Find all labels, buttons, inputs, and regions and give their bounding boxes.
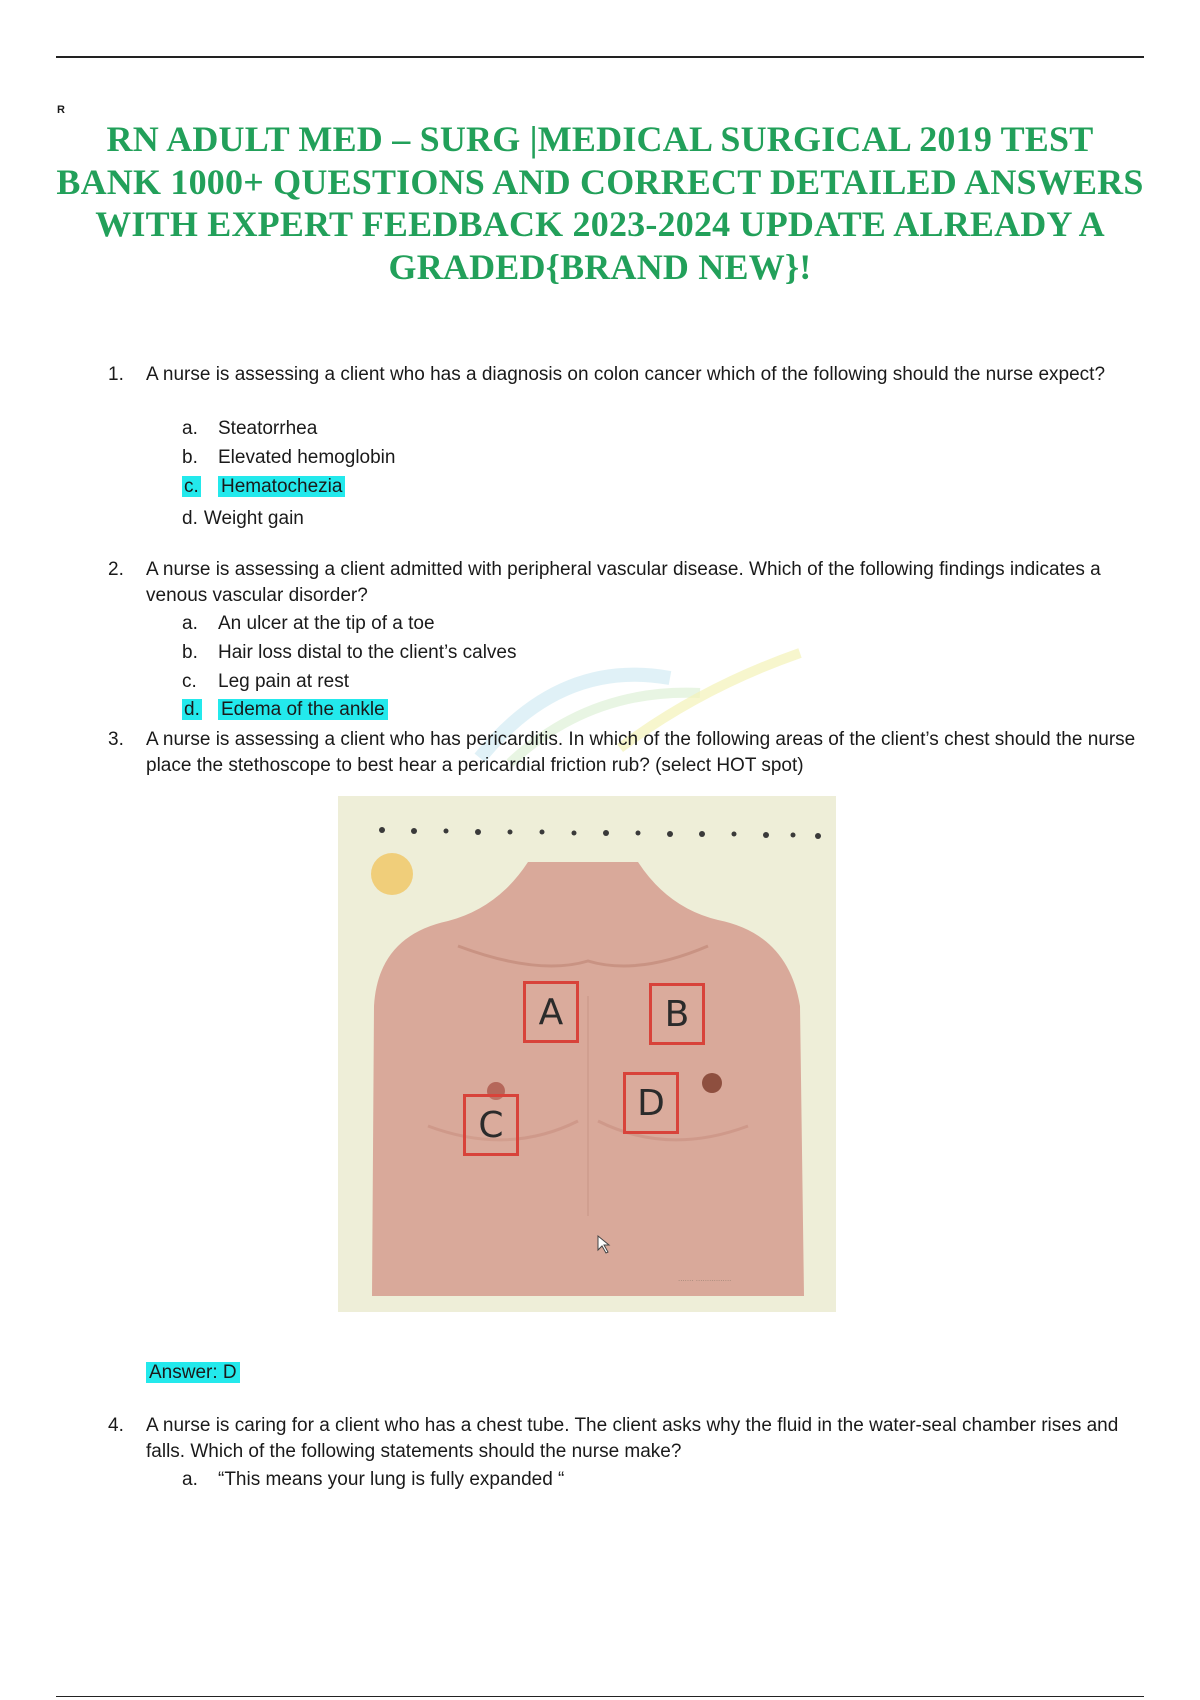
- option-1a[interactable]: [182, 416, 317, 442]
- question-stem: A nurse is assessing a client admitted with peripheral vascular disease. Which of the following findings indicates a venous vascular disorder?: [146, 559, 1101, 606]
- option-1b[interactable]: [182, 445, 395, 471]
- option-letter: d.: [184, 699, 200, 720]
- question-number: 4.: [108, 1415, 124, 1436]
- hotspot-b-button[interactable]: B: [649, 983, 705, 1045]
- question-stem: A nurse is assessing a client who has pericarditis. In which of the following areas of the client’s chest should the nurse place the stethoscope to best hear a pericardial friction rub? (select HOT spot): [146, 729, 1136, 776]
- option-letter: a.: [182, 613, 198, 634]
- option-text-highlighted: Edema of the ankle: [218, 699, 388, 720]
- question-2: [108, 557, 1158, 609]
- hotspot-a-button[interactable]: A: [523, 981, 579, 1043]
- question-1: [108, 362, 1158, 388]
- option-2c[interactable]: [182, 669, 349, 695]
- option-text: Leg pain at rest: [218, 671, 349, 692]
- answer-label: [146, 1360, 240, 1386]
- bottom-rule: [56, 1696, 1144, 1697]
- question-number: 1.: [108, 364, 124, 385]
- option-2a[interactable]: [182, 611, 435, 637]
- option-text: Weight gain: [203, 508, 304, 529]
- option-letter: b.: [182, 447, 198, 468]
- svg-text:....... ................: ....... ................: [678, 1275, 732, 1283]
- option-letter: a.: [182, 1469, 198, 1490]
- option-2b[interactable]: [182, 640, 517, 666]
- question-stem: A nurse is assessing a client who has a diagnosis on colon cancer which of the following should the nurse expect?: [146, 364, 1106, 385]
- option-2d-correct[interactable]: [182, 697, 388, 723]
- question-number: 2.: [108, 559, 124, 580]
- question-4: [108, 1413, 1158, 1465]
- top-rule: [56, 56, 1144, 58]
- option-letter: c.: [184, 476, 199, 497]
- option-4a[interactable]: [182, 1467, 564, 1493]
- option-1c-correct[interactable]: [182, 474, 345, 500]
- chest-hotspot-image: [338, 796, 836, 1312]
- option-letter: b.: [182, 642, 198, 663]
- option-letter: c.: [182, 671, 197, 692]
- option-letter: a.: [182, 418, 198, 439]
- option-letter: d.: [182, 508, 198, 529]
- option-text: Hair loss distal to the client’s calves: [218, 642, 517, 663]
- hotspot-d-button[interactable]: D: [623, 1072, 679, 1134]
- answer-text: Answer: D: [146, 1362, 240, 1383]
- question-stem: A nurse is caring for a client who has a chest tube. The client asks why the fluid in the water-seal chamber rises and falls. Which of the following statements should the nurse make?: [146, 1415, 1119, 1462]
- option-text-highlighted: Hematochezia: [218, 476, 345, 497]
- option-text: An ulcer at the tip of a toe: [218, 613, 435, 634]
- hotspot-c-button[interactable]: C: [463, 1094, 519, 1156]
- option-1d[interactable]: [182, 506, 304, 532]
- question-number: 3.: [108, 729, 124, 750]
- option-text: Steatorrhea: [218, 418, 318, 439]
- chest-illustration: [338, 796, 836, 1312]
- header-mark: R: [57, 104, 65, 116]
- document-title: RN ADULT MED – SURG |MEDICAL SURGICAL 2019 TEST BANK 1000+ QUESTIONS AND CORRECT DETAILED ANSWERS WITH EXPERT FEEDBACK 2023-2024 UPDATE ALREADY A GRADED{BRAND NEW}!: [56, 119, 1144, 287]
- option-text: “This means your lung is fully expanded “: [218, 1469, 565, 1490]
- option-text: Elevated hemoglobin: [218, 447, 396, 468]
- question-3: [108, 727, 1158, 779]
